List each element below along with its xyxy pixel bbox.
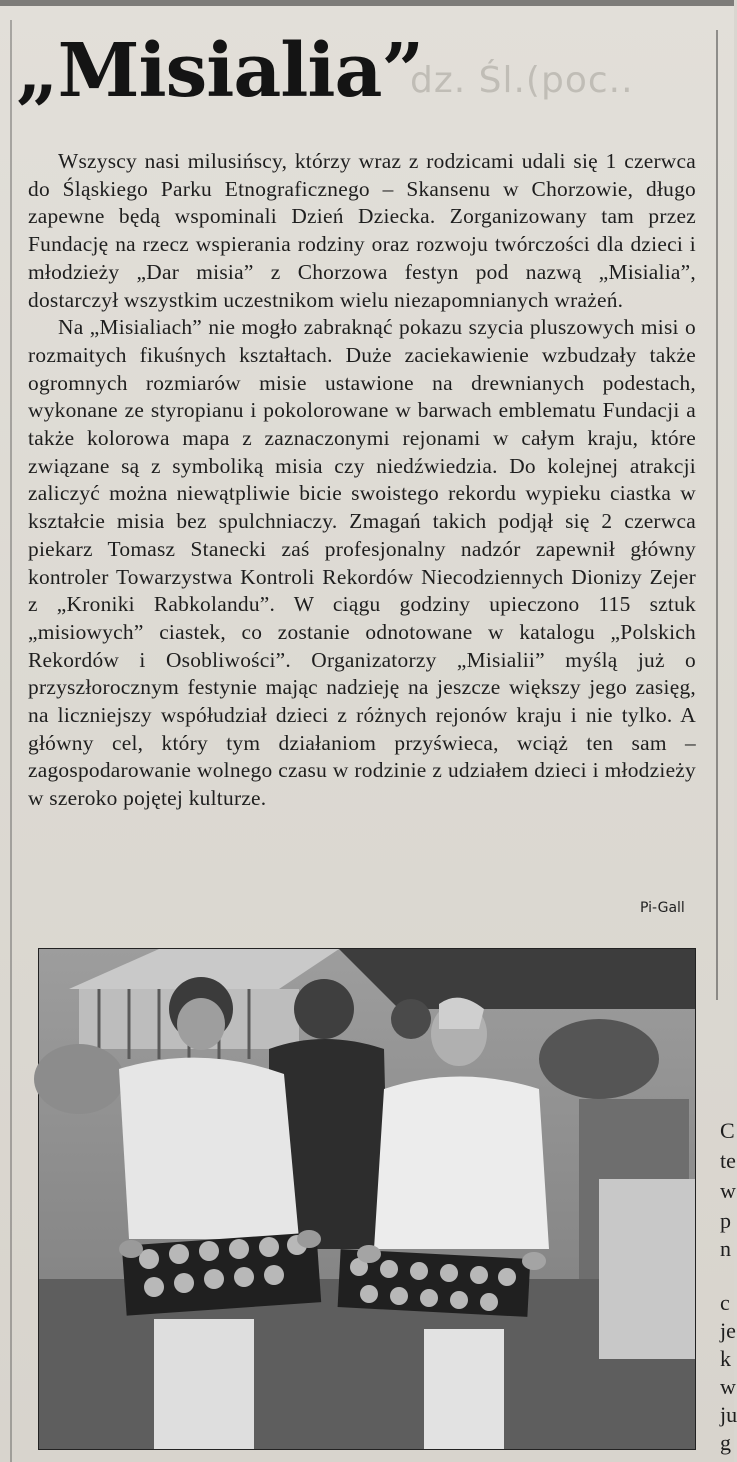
photo-illustration [39, 949, 695, 1449]
side-column-fragment: k [720, 1346, 731, 1371]
article-body [28, 148, 696, 813]
side-column-fragment: w [720, 1374, 736, 1399]
top-rule [0, 0, 734, 6]
article-photo [38, 948, 696, 1450]
side-column-fragment: C [720, 1118, 735, 1143]
side-column-fragment: w [720, 1178, 736, 1203]
side-column-fragment: je [720, 1318, 736, 1343]
side-column-fragment: ju [720, 1402, 737, 1427]
article-paragraph: Wszyscy nasi milusińscy, którzy wraz z rodzicami udali się 1 czerwca do Śląskiego Parku Etnograficznego – Skansenu w Chorzowie, długo zapewne będą wspominali Dzień Dziecka. Zorganizowany tam przez Fundację na rzecz wspierania rodziny oraz rozwoju twórczości dla dzieci i młodzieży „Dar misia” z Chorzowa festyn pod nazwą „Misialia”, dostarczył wszystkim uczestnikom wielu niezapomnianych wrażeń. [28, 149, 696, 312]
side-column-fragment: n [720, 1236, 731, 1261]
side-column-fragment: c [720, 1290, 730, 1315]
bleed-through-text: dz. Śl.(poc.. [410, 60, 634, 101]
side-column-fragment: te [720, 1148, 736, 1173]
column-divider [716, 30, 718, 1000]
side-column-fragment: p [720, 1208, 731, 1233]
left-column-rule [10, 20, 12, 1462]
side-column-fragment: g [720, 1430, 731, 1455]
article-paragraph: Na „Misialiach” nie mogło zabraknąć pokazu szycia pluszowych misi o rozmaitych fikuśnych kształtach. Duże zaciekawienie wzbudzały także ogromnych rozmiarów misie ustawione na drewnianych podestach, wykonane ze styropianu i pokolorowane w barwach emblematu Fundacji a także kolorowa mapa z zaznaczonymi rejonami w całym kraju, które związane są z symboliką misia czy niedźwiedzia. Do kolejnej atrakcji zaliczyć można niewątpliwie bicie swoistego rekordu wypieku ciastka w kształcie misia bez spulchniaczy. Zmagań takich podjął się 2 czerwca piekarz Tomasz Stanecki zaś profesjonalny nadzór zapewnił główny kontroler Towarzystwa Kontroli Rekordów Niecodziennych Dionizy Zejer z „Kroniki Rabkolandu”. W ciągu godziny upieczono 115 sztuk „misiowych” ciastek, co zostanie odnotowane w katalogu „Polskich Rekordów i Osobliwości”. Organizatorzy „Misialii” myślą już o przyszłorocznym festynie mając nadzieję na jeszcze większy jego zasięg, na liczniejszy współudział dzieci z różnych rejonów kraju i nie tylko. A główny cel, który tym działaniom przyświeca, wciąż ten sam – zagospodarowanie wolnego czasu w rodzinie z udziałem dzieci i młodzieży w szeroko pojętej kulturze. [28, 315, 696, 811]
article-title: „Misialia” [16, 28, 424, 114]
author-signature: Pi-Gall [640, 900, 685, 916]
